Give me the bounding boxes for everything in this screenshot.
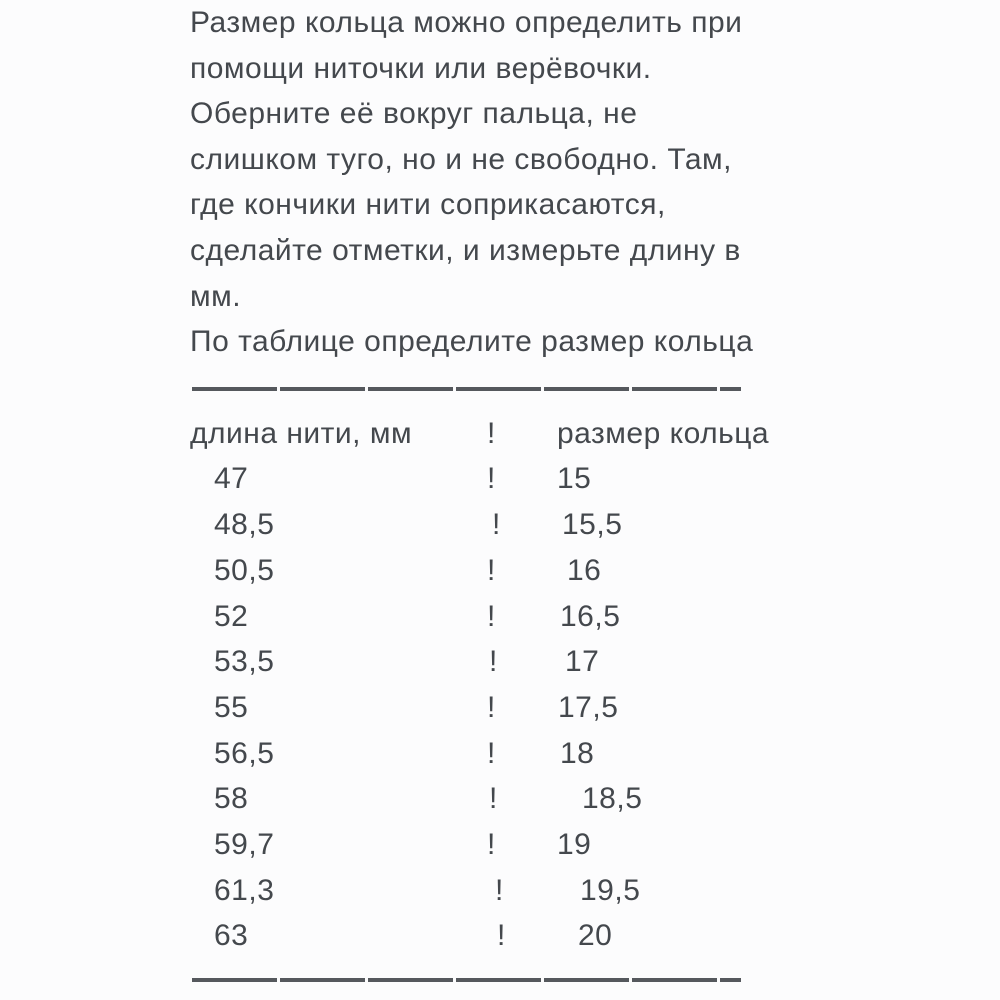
ring-size-value: 15 <box>557 462 592 496</box>
column-divider-mark: ! <box>487 416 496 450</box>
ring-size-note <box>190 0 810 982</box>
bottom-separator-line <box>192 978 741 982</box>
ring-size-value: 19,5 <box>580 873 641 907</box>
column-divider-mark: ! <box>495 873 504 907</box>
thread-length-value: 58 <box>214 782 249 816</box>
table-row <box>190 639 810 685</box>
ring-size-value: 16,5 <box>560 599 621 633</box>
column-divider-mark: ! <box>487 553 496 587</box>
column-divider-mark: ! <box>487 828 496 862</box>
thread-length-value: 63 <box>214 919 249 953</box>
table-row <box>190 685 810 731</box>
column-header-ring-size: размер кольца <box>557 416 770 450</box>
ring-size-value: 18 <box>560 736 595 770</box>
table-row <box>190 594 810 640</box>
thread-length-value: 53,5 <box>214 645 275 679</box>
ring-size-table <box>190 411 810 959</box>
table-row <box>190 502 810 548</box>
table-row <box>190 731 810 777</box>
thread-length-value: 50,5 <box>214 553 275 587</box>
column-divider-mark: ! <box>487 690 496 724</box>
intro-line: Оберните её вокруг пальца, не <box>190 97 638 131</box>
column-divider-mark: ! <box>497 919 506 953</box>
intro-line: где кончики нити соприкасаются, <box>190 188 666 222</box>
intro-line: Размер кольца можно определить при <box>190 6 743 39</box>
column-header-thread-length: длина нити, мм <box>190 416 413 450</box>
thread-length-value: 56,5 <box>214 736 275 770</box>
column-divider-mark: ! <box>489 645 498 679</box>
intro-line: По таблице определите размер кольца <box>190 325 754 359</box>
top-separator-line <box>192 387 741 391</box>
intro-line: сделайте отметки, и измерьте длину в <box>190 233 741 267</box>
ring-size-value: 17 <box>565 645 600 679</box>
intro-line: мм. <box>190 279 242 313</box>
thread-length-value: 47 <box>214 462 249 496</box>
table-header-row <box>190 411 810 457</box>
thread-length-value: 61,3 <box>214 873 275 907</box>
table-row <box>190 548 810 594</box>
table-row <box>190 776 810 822</box>
column-divider-mark: ! <box>487 736 496 770</box>
column-divider-mark: ! <box>487 462 496 496</box>
thread-length-value: 59,7 <box>214 828 275 862</box>
intro-line: помощи ниточки или верёвочки. <box>190 51 652 85</box>
ring-size-value: 19 <box>557 828 592 862</box>
table-row <box>190 913 810 959</box>
intro-line: слишком туго, но и не свободно. Там, <box>190 142 732 176</box>
intro-paragraph <box>190 0 810 365</box>
ring-size-value: 20 <box>578 919 613 953</box>
table-row <box>190 822 810 868</box>
ring-size-value: 15,5 <box>562 508 623 542</box>
ring-size-value: 17,5 <box>558 690 619 724</box>
thread-length-value: 48,5 <box>214 508 275 542</box>
ring-size-value: 16 <box>567 553 602 587</box>
thread-length-value: 55 <box>214 690 249 724</box>
column-divider-mark: ! <box>492 508 501 542</box>
table-row <box>190 456 810 502</box>
column-divider-mark: ! <box>489 782 498 816</box>
table-row <box>190 868 810 914</box>
ring-size-value: 18,5 <box>582 782 643 816</box>
thread-length-value: 52 <box>214 599 249 633</box>
column-divider-mark: ! <box>487 599 496 633</box>
